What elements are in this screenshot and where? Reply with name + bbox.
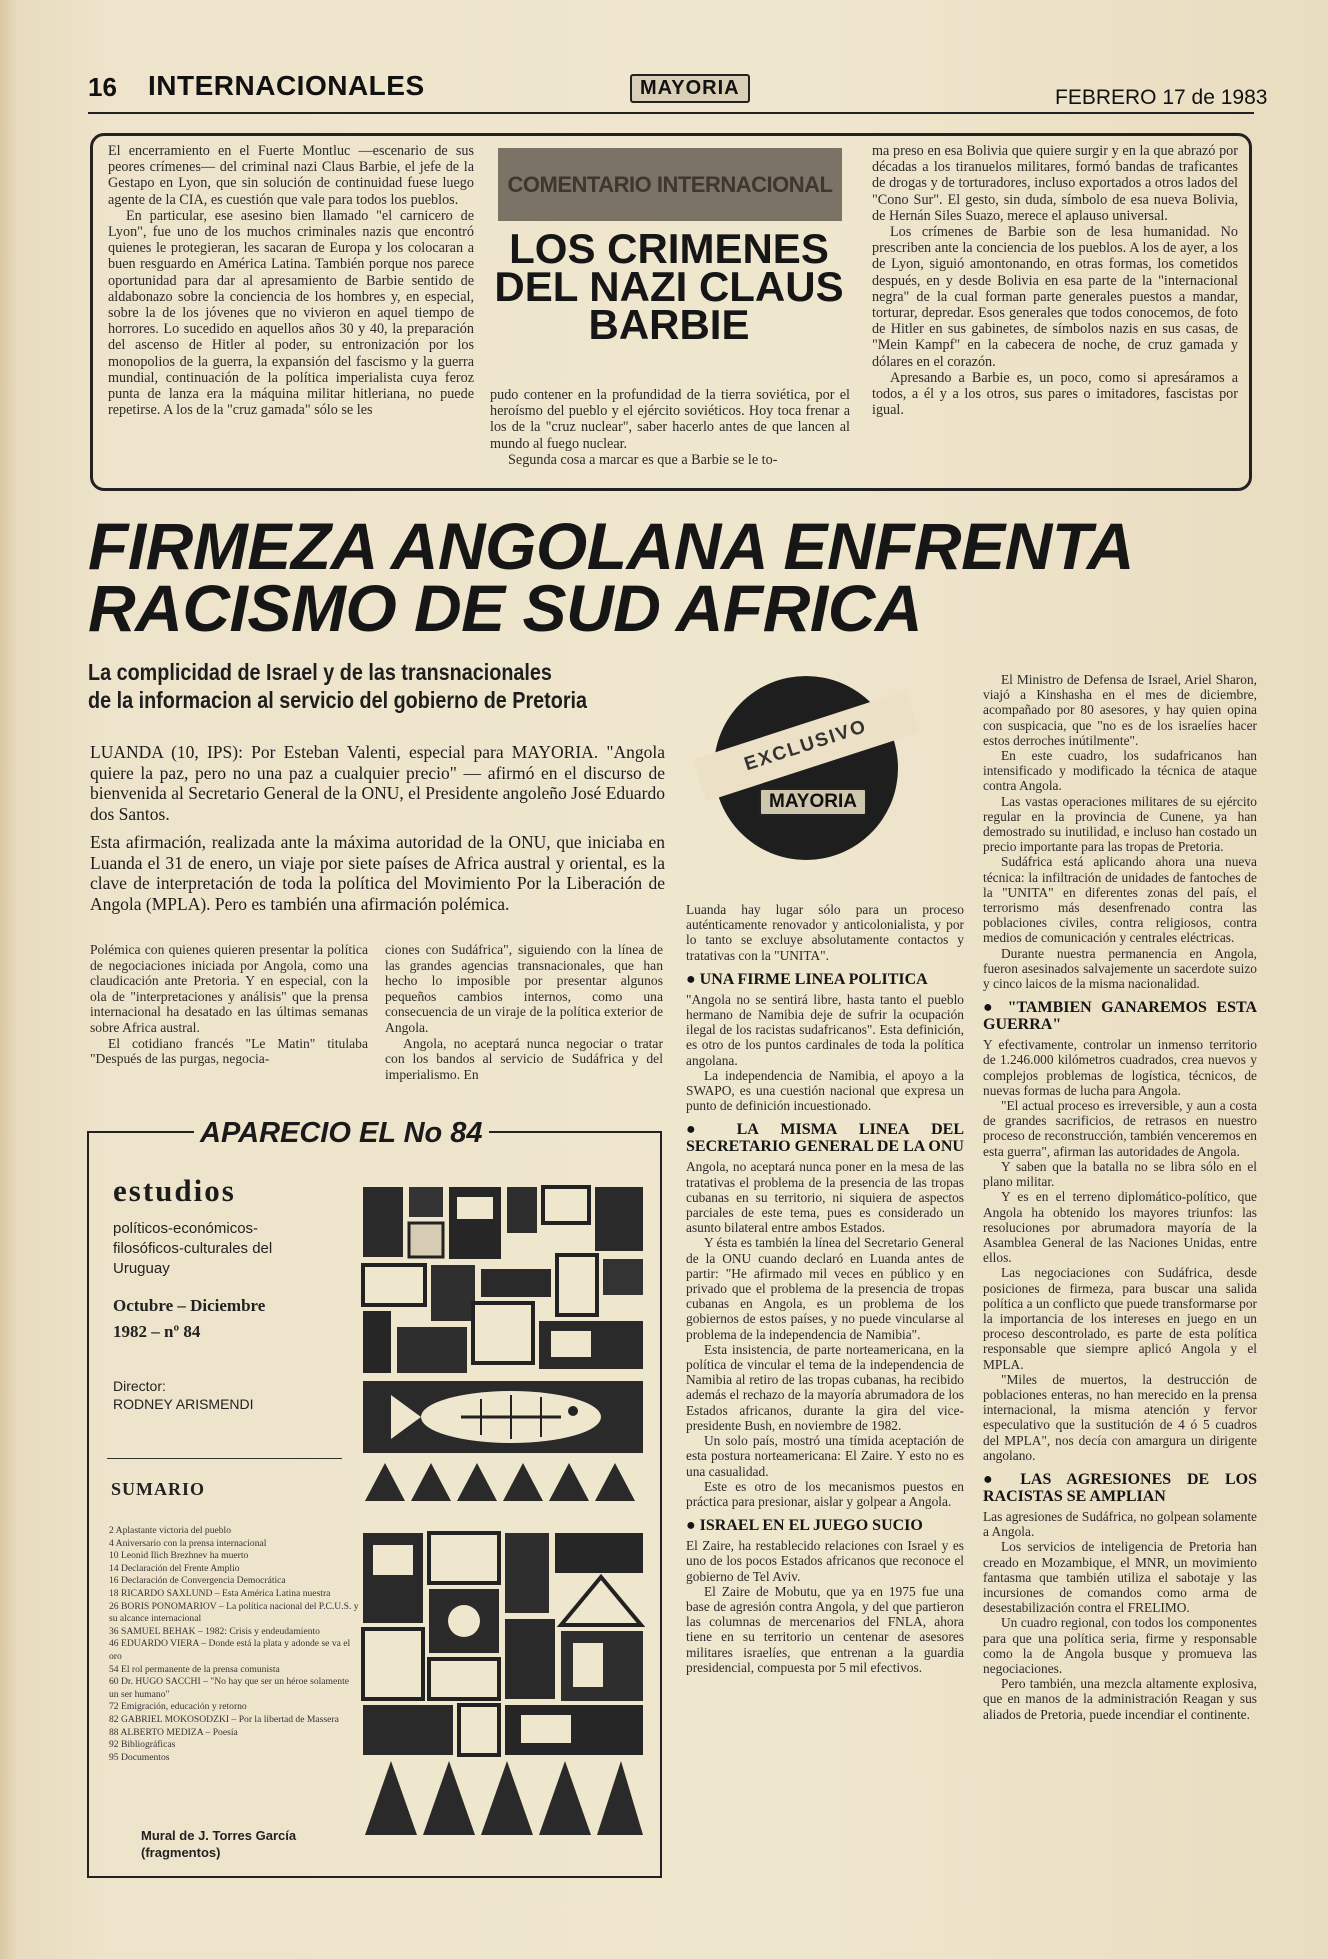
paragraph: Durante nuestra permanencia en Angola, fueron asesinados salvajemente un sacerdote suizo y cinco laicos de la misma nacionalidad. — [983, 945, 1257, 992]
paragraph: Y efectivamente, controlar un inmenso territorio de 1.246.000 kilómetros cuadrados, crea nuevos y complejos problemas de logística, técnicos, de nuevas formas de lucha para Angola. — [983, 1037, 1257, 1098]
paragraph: Y ésta es también la línea del Secretario General de la ONU cuando declaró en Luanda antes de partir: "He afirmado mil veces en público y en privado que el problema de la presencia de tropas cubanas en Angola, es un problema de los gobiernos de estos países, y no puede vincularse al problema de la independencia de Namibia". — [686, 1235, 964, 1342]
list-item: 10 Leonid Ilich Brezhnev ha muerto — [109, 1550, 249, 1562]
list-item: 2 Aplastante victoria del pueblo — [109, 1525, 232, 1536]
sumario-list — [109, 1525, 359, 1764]
magazine-director — [113, 1377, 254, 1413]
magazine-name: estudios — [113, 1173, 236, 1208]
subhead-firme-linea: ● UNA FIRME LINEA POLITICA — [686, 970, 928, 988]
paragraph: "Angola no se sentirá libre, hasta tanto el pueblo hermano de Namibia deje de sufrir la ocupación ilegal de los racistas sudafricanos". Esta definición, es otro de los puntos cardinales de toda la política angolana. — [686, 991, 964, 1068]
issue-date: FEBRERO 17 de 1983 — [1055, 86, 1268, 109]
paragraph: El encerramiento en el Fuerte Montluc —escenario de sus peores crímenes— del criminal nazi Claus Barbie, el jefe de la Gestapo en Lyon, que sin solución de continuidad fuese luego agente de la CIA, es cuestión que vale para todos los pueblos. — [108, 143, 474, 208]
paragraph: El Zaire, ha restablecido relaciones con Israel y es uno de los pocos Estados africanos que reconoce el gobierno de Tel Aviv. — [686, 1538, 964, 1584]
subhead-israel: ● ISRAEL EN EL JUEGO SUCIO — [686, 1517, 923, 1535]
paragraph: Este es otro de los mecanismos puestos en práctica para presionar, aislar y golpear a Angola. — [686, 1478, 964, 1509]
paragraph: Apresando a Barbie es, un poco, como si apresáramos a todos, a él y a los otros, sus pares o imitadores, fascistas por igual. — [872, 369, 1238, 419]
paragraph: pudo contener en la profundidad de la tierra soviética, por el heroísmo del pueblo y el ejército soviéticos. Hoy toca frenar a los de la "cruz nuclear", saber hacerlo antes de que lancen al mundo al fuego nuclear. — [490, 387, 850, 452]
paragraph: ciones con Sudáfrica", siguiendo con la línea de las grandes agencias transnacionales, que han hecho lo imposible por presentar algunos pequeños cambios internos, como una consecuencia de un viraje de la política exterior de Angola. — [385, 942, 663, 1035]
subhead-misma-linea: ● LA MISMA LINEA DEL SECRETARIO GENERAL DE LA ONU — [686, 1121, 964, 1156]
ad-divider — [107, 1458, 342, 1459]
issue-number: 1982 – nº 84 — [113, 1322, 201, 1341]
list-item: 14 Declaración del Frente Amplio — [109, 1562, 240, 1574]
estudios-advertisement — [87, 1117, 662, 1878]
paragraph: Y saben que la batalla no se libra sólo en el plano militar. — [983, 1158, 1257, 1190]
paragraph: En este cuadro, los sudafricanos han intensificado y modificado la técnica de ataque contra Angola. — [983, 748, 1257, 794]
paragraph: El Zaire de Mobutu, que ya en 1975 fue una base de agresión contra Angola, y del que partieron las columnas de mercenarios del FNLA, ahora tiene en su territorio un centenar de asesores militares israelíes, que entrenan a la guardia presidencial, compuesta por 5 mil efectivos. — [686, 1583, 964, 1675]
paragraph: Sudáfrica está aplicando ahora una nueva técnica: la infiltración de unidades de fantoches de la "UNITA" en diferentes zonas del país, el terrorismo más desenfrenado contra las poblaciones civiles, contra religiosos, contra medios de comunicación y centrales eléctricas. — [983, 854, 1257, 946]
paper-fold-shadow — [0, 0, 18, 1959]
paragraph: Luanda hay lugar sólo para un proceso auténticamente renovador y anticolonialista, y por lo tanto se excluye absolutamente contactos y tratativas con la "UNITA". — [686, 902, 964, 963]
article-subtitle — [88, 658, 647, 714]
list-item: 26 BORIS PONOMARIOV – La política nacional del P.C.U.S. y su alcance internacional — [109, 1600, 359, 1625]
list-item: 4 Aniversario con la prensa internacional — [109, 1537, 267, 1549]
list-item: 18 RICARDO SAXLUND – Esta América Latina nuestra — [109, 1587, 331, 1599]
paragraph: El cotidiano francés "Le Matin" titulaba "Después de las purgas, negocia- — [90, 1035, 368, 1067]
paragraph: Esta insistencia, de parte norteamericana, en la política de vincular el tema de la independencia de Namibia al retiro de las tropas cubanas, ha recibido además el rechazo de la mayoría abrumadora de los Estados africanos, durante la gira del vice-presidente Bush, en noviembre de 1982. — [686, 1341, 964, 1433]
article-column-d — [983, 672, 1257, 1722]
commentary-tag: COMENTARIO INTERNACIONAL — [498, 148, 842, 221]
caption-line-2: (fragmentos) — [141, 1845, 221, 1860]
mural-caption — [141, 1827, 296, 1861]
paragraph: ma preso en esa Bolivia que quiere surgir y en la que abrazó por décadas a los tiranuelos militares, formó bandas de traficantes de drogas y de torturadores, incluso exportados a otros lados del "Cono Sur". El gesto, sin duda, símbolo de esa nueva Bolivia, de Hernán Siles Suazo, merece el aplauso universal. — [872, 143, 1238, 224]
subtitle-line-2: de la informacion al servicio del gobierno de Pretoria — [88, 687, 588, 713]
torres-garcia-mural-image — [361, 1185, 645, 1839]
paragraph: Los crímenes de Barbie son de lesa humanidad. No prescriben ante la conciencia de los pueblos. A los de ayer, a los de Lyon, siguió amontonando, en otras formas, los cometidos después, en y desde Bolivia en esa parte de la "internacional negra" de la cual forman parte generales puestos a mandar, torturar, depredar. Esos generales que todos conocemos, de foto de Hitler en sus gabinetes, de símbolos nazis en sus casas, de "Mein Kampf" en la cabecera de noche, de cruz gamada y dólares en el corazón. — [872, 224, 1238, 370]
paragraph: Angola, no aceptará nunca negociar o tratar con los bandos al servicio de Sudáfrica y del imperialismo. En — [385, 1035, 663, 1082]
subtitle-line-1: La complicidad de Israel y de las transnacionales — [88, 659, 552, 685]
headline-line-2: RACISMO DE SUD AFRICA — [88, 571, 923, 645]
lead-paragraph-2: Esta afirmación, realizada ante la máxima autoridad de la ONU, que iniciaba en Luanda el 31 de enero, un viaje por siete países de Africa austral y oriental, es la clave de interpretación de toda la política del Movimiento Por la Liberación de Angola (MPLA). Pero es también una afirmación polémica. — [90, 832, 665, 914]
paragraph: Pero también, una mezcla altamente explosiva, que en manos de la administración Reagan y sus aliados de Pretoria, puede incendiar el continente. — [983, 1676, 1257, 1722]
article-column-a — [90, 942, 368, 1067]
article-column-b — [385, 942, 663, 1082]
paragraph: Un cuadro regional, con todos los componentes para que una política seria, firme y responsable como la de Angola busque y promueva las negociaciones. — [983, 1615, 1257, 1676]
section-title: INTERNACIONALES — [148, 70, 425, 101]
list-item: 82 GABRIEL MOKOSODZKI – Por la libertad de Massera — [109, 1713, 339, 1725]
list-item: 54 El rol permanente de la prensa comunista — [109, 1663, 280, 1675]
page-number: 16 — [88, 72, 117, 102]
headline-line-1: FIRMEZA ANGOLANA ENFRENTA — [88, 509, 1134, 583]
subhead-ganaremos: ● "TAMBIEN GANAREMOS ESTA GUERRA" — [983, 999, 1257, 1034]
list-item: 16 Declaración de Convergencia Democrática — [109, 1575, 286, 1587]
paragraph: Un solo país, mostró una tímida aceptación de esta postura norteamericana: El Zaire. Y esto no es una casualidad. — [686, 1433, 964, 1479]
commentary-column-1 — [108, 143, 474, 418]
lead-paragraph-1: LUANDA (10, IPS): Por Esteban Valenti, especial para MAYORIA. "Angola quiere la paz, pero no una paz a cualquier precio" — afirmó en el discurso de bienvenida al Secretario General de la ONU, el Presidente angoleño José Eduardo dos Santos. — [90, 742, 665, 824]
paragraph: Los servicios de inteligencia de Pretoria han creado en Mozambique, el MNR, un movimiento fantasma que también utiliza el sabotaje y las incursiones de comandos como arma de desestabilización contra el FRELIMO. — [983, 1539, 1257, 1616]
article-headline — [88, 509, 1288, 645]
list-item: 92 Bibliográficas — [109, 1739, 176, 1751]
badge-band: EXCLUSIVO — [693, 690, 920, 801]
paragraph: Las agresiones de Sudáfrica, no golpean solamente a Angola. — [983, 1508, 1257, 1540]
paragraph: Polémica con quienes quieren presentar la política de negociaciones iniciada por Angola, como una claudicación ante Pretoria. Y en especial, con la ola de "interpretaciones y análisis" que la prensa internacional ha desatado en las últimas semanas sobre Africa austral. — [90, 942, 368, 1035]
sumario-heading: SUMARIO — [111, 1479, 206, 1499]
list-item: 46 EDUARDO VIERA – Donde está la plata y adonde se va el oro — [109, 1638, 351, 1662]
ad-headline: APARECIO EL No 84 — [194, 1117, 489, 1150]
magazine-issue — [113, 1293, 265, 1345]
list-item: 88 ALBERTO MEDIZA – Poesía — [109, 1726, 238, 1738]
director-name: RODNEY ARISMENDI — [113, 1396, 254, 1412]
paragraph: "Miles de muertos, la destrucción de poblaciones enteras, no han merecido en la prensa internacional, la misma atención y fervor especulativo que la sustitución de 4 ó 5 cuadros del MPLA", nos decía con amargura un dirigente angolano. — [983, 1371, 1257, 1463]
exclusive-badge — [714, 676, 898, 860]
commentary-column-2 — [490, 387, 850, 468]
issue-period: Octubre – Diciembre — [113, 1296, 266, 1315]
list-item: 36 SAMUEL BEHAK – 1982: Crisis y endeudamiento — [109, 1625, 320, 1637]
paragraph: Las vastas operaciones militares de su ejército regular en la provincia de Cunene, ya han demostrado su inutilidad, e incluso han costado un precio importante para las tropas de Pretoria. — [983, 793, 1257, 855]
paragraph: Y es en el terreno diplomático-político, que Angola ha obtenido los mayores triunfos: las resoluciones por abrumadora mayoría de la Asamblea General de las Naciones Unidas, entre ellos. — [983, 1189, 1257, 1266]
commentary-column-3 — [872, 143, 1238, 418]
badge-logo: MAYORIA — [759, 788, 867, 816]
director-label: Director: — [113, 1378, 166, 1394]
caption-line-1: Mural de J. Torres García — [141, 1828, 297, 1843]
list-item: 60 Dr. HUGO SACCHI – "No hay que ser un héroe solamente un ser humano" — [109, 1676, 349, 1700]
paragraph: Segunda cosa a marcar es que a Barbie se le to- — [508, 451, 778, 468]
paragraph: El Ministro de Defensa de Israel, Ariel Sharon, viajó a Kinshasha en el mes de diciembre, acompañado por 80 asesores, y hay quien opina con suspicacia, que "no es de los israelíes hacer estos derroches inútilmente". — [983, 672, 1257, 748]
header-rule — [88, 112, 1254, 114]
list-item: 95 Documentos — [109, 1751, 170, 1763]
paragraph: "El actual proceso es irreversible, y aun a costa de grandes sacrificios, de retrasos en nuestro proceso de reconstrucción, también venceremos en esta guerra", afirman las autoridades de Angola. — [983, 1098, 1257, 1159]
paragraph: Angola, no aceptará nunca poner en la mesa de las tratativas el problema de la presencia de las tropas cubanas en su territorio, ni siquiera de aspectos parciales de este tema, pues es considerado un asunto bilateral entre ambos Estados. — [686, 1159, 964, 1236]
list-item: 72 Emigración, educación y retorno — [109, 1701, 247, 1713]
commentary-title: LOS CRIMENES DEL NAZI CLAUS BARBIE — [494, 225, 844, 348]
paragraph: En particular, ese asesino bien llamado "el carnicero de Lyon", fue uno de los muchos criminales nazis que encontró quienes le protegieran, les sacaran de Europa y los colocaran a buen resguardo en América Latina. También porque nos parece oportunidad para dar al apresamiento de Barbie sentido de aldabonazo sobre la conciencia de los hombres y, en especial, sobre la de los jóvenes que no vivieron en aquel tiempo de horrores. Lo sucedido en aquellos años 30 y 40, la preparación del ascenso de Hitler al poder, su entronización por los monopolios de la guerra, la expansión del fascismo y la guerra mundial, continuación de la política imperialista cuya feroz punta de lanza era la máquina militar hitleriana, no puede repetirse. A los de la "cruz gamada" sólo se les — [108, 207, 474, 419]
article-lead — [90, 742, 665, 916]
paragraph: Las negociaciones con Sudáfrica, desde posiciones de firmeza, para buscar una salida política a un conflicto que puede transformarse por la importancia de los intereses en juego en un proceso descontrolado, es parte de esta política responsable que siempre aplicó Angola y el MPLA. — [983, 1265, 1257, 1372]
paragraph: La independencia de Namibia, el apoyo a la SWAPO, es una cuestión nacional que expresa un punto de definición incuestionado. — [686, 1067, 964, 1114]
article-column-c — [686, 902, 964, 1675]
masthead-logo: MAYORIA — [630, 74, 750, 103]
magazine-subtitle: políticos-económicos-filosóficos-culturales del Uruguay — [113, 1220, 273, 1277]
subhead-agresiones: ● LAS AGRESIONES DE LOS RACISTAS SE AMPLIAN — [983, 1470, 1257, 1505]
